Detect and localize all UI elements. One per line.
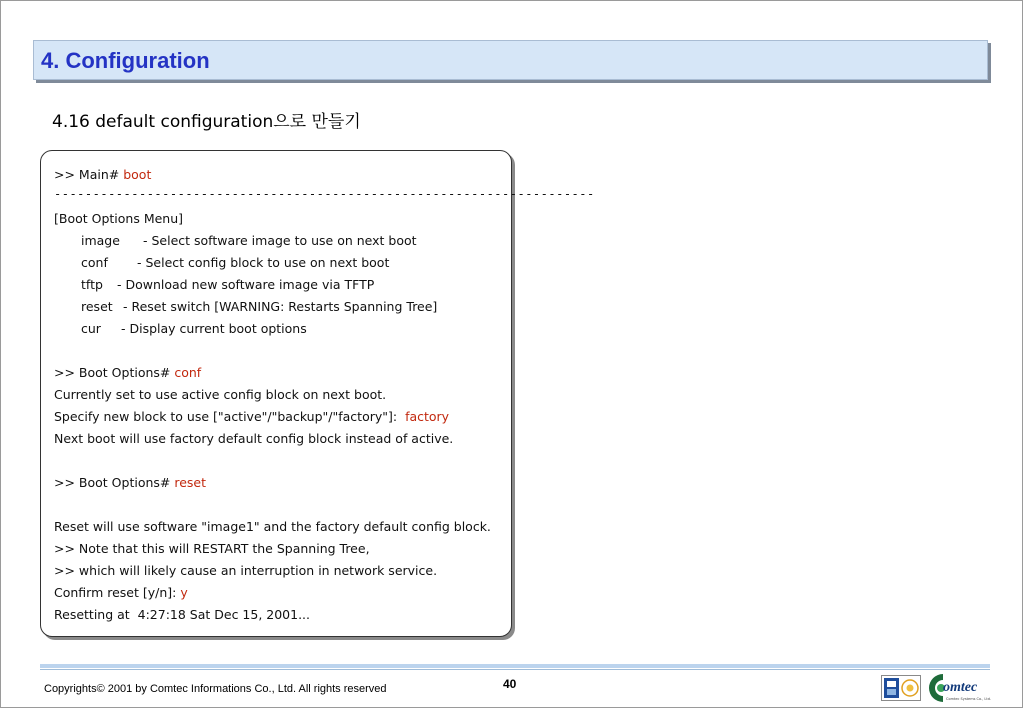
command-text: reset xyxy=(174,475,207,490)
console-output-box xyxy=(40,150,595,637)
menu-item-tftp xyxy=(81,277,374,293)
menu-key: cur xyxy=(81,321,101,336)
menu-desc: - Select software image to use on next boot xyxy=(143,233,417,248)
command-text: conf xyxy=(174,365,202,380)
prompt-text: Confirm reset [y/n]: xyxy=(54,585,181,600)
console-line-conf-prompt xyxy=(54,365,201,381)
console-line: Currently set to use active config block on next boot. xyxy=(54,387,387,402)
menu-title: [Boot Options Menu] xyxy=(54,211,184,226)
footer-divider xyxy=(40,664,990,668)
title-bar xyxy=(33,40,988,80)
copyright-notice: Copyrights© 2001 by Comtec Informations Co., Ltd. All rights reserved xyxy=(44,683,387,695)
command-text: factory xyxy=(405,409,450,424)
prompt-text: >> Main# xyxy=(54,167,124,182)
footer-divider-thin xyxy=(40,669,990,670)
prompt-text: Specify new block to use ["active"/"backup"/"factory"]: xyxy=(54,409,406,424)
prompt-text: >> Boot Options# xyxy=(54,475,175,490)
logo-wordmark: omtec xyxy=(943,680,978,695)
page-title: 4. Configuration xyxy=(41,48,210,73)
menu-item-cur xyxy=(81,321,307,337)
menu-desc: - Display current boot options xyxy=(121,321,307,336)
menu-key: reset xyxy=(81,299,113,314)
certification-logo-icon xyxy=(881,675,921,701)
console-line: Resetting at 4:27:18 Sat Dec 15, 2001... xyxy=(54,607,311,622)
logo-subtext: Comtec Systems Co., Ltd. xyxy=(946,697,992,701)
separator-dashes: ---------------------------------------------------------------------- xyxy=(54,187,595,201)
console-line-specify-block xyxy=(54,409,449,425)
menu-key: conf xyxy=(81,255,108,270)
console-line: >> which will likely cause an interruption in network service. xyxy=(54,563,438,578)
console-line: Next boot will use factory default config block instead of active. xyxy=(54,431,454,446)
menu-item-conf xyxy=(81,255,389,271)
console-line: >> Note that this will RESTART the Spanning Tree, xyxy=(54,541,370,556)
console-line: Reset will use software "image1" and the factory default config block. xyxy=(54,519,491,534)
console-line-reset-prompt xyxy=(54,475,206,491)
menu-key: image xyxy=(81,233,120,248)
menu-desc: - Download new software image via TFTP xyxy=(117,277,375,292)
menu-item-image xyxy=(81,233,417,249)
console-line-main-prompt xyxy=(54,167,151,183)
console-line-confirm-reset xyxy=(54,585,188,601)
page-number: 40 xyxy=(503,677,517,691)
section-subtitle: 4.16 default configuration으로 만들기 xyxy=(52,112,361,132)
command-text: boot xyxy=(123,167,152,182)
menu-desc: - Reset switch [WARNING: Restarts Spanning Tree] xyxy=(123,299,438,314)
menu-key: tftp xyxy=(81,277,103,292)
comtec-logo-icon xyxy=(926,671,990,705)
prompt-text: >> Boot Options# xyxy=(54,365,175,380)
menu-desc: - Select config block to use on next boot xyxy=(137,255,390,270)
command-text: y xyxy=(180,585,188,600)
menu-item-reset xyxy=(81,299,437,315)
